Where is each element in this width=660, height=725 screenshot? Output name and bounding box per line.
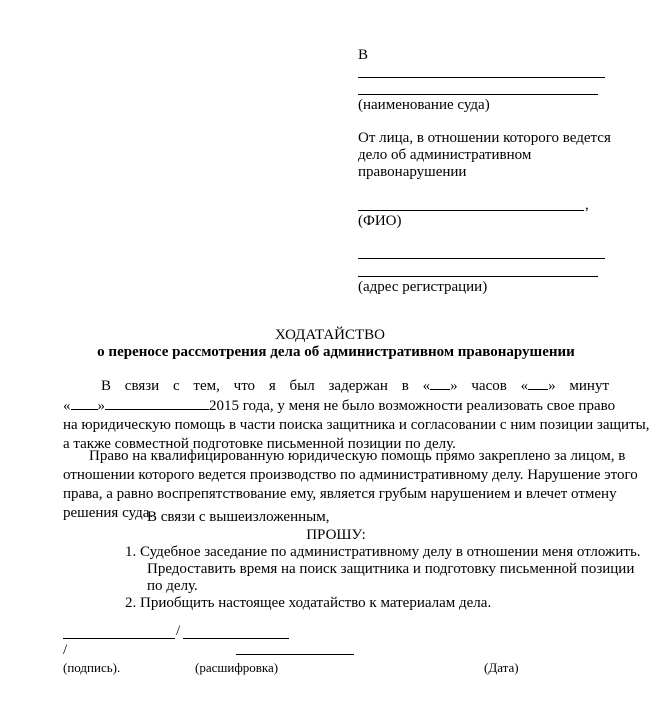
address-line-2 bbox=[358, 276, 598, 277]
signature-line bbox=[63, 638, 175, 639]
address-label: (адрес регистрации) bbox=[358, 279, 488, 295]
court-line-1 bbox=[358, 77, 605, 78]
paragraph-3: В связи с вышеизложенным, bbox=[147, 509, 330, 525]
date-line bbox=[236, 654, 354, 655]
paragraph-1 bbox=[63, 376, 650, 454]
decode-label: (расшифровка) bbox=[195, 660, 279, 675]
court-line-2 bbox=[358, 94, 598, 95]
fio-comma: , bbox=[585, 197, 589, 213]
request-item-1-line-2: Предоставить время на поиск защитника и подготовку письменной позиции bbox=[147, 561, 635, 577]
from-line-2: дело об административном bbox=[358, 147, 532, 163]
signature-slash-1: / bbox=[176, 623, 181, 639]
from-line-1: От лица, в отношении которого ведется bbox=[358, 130, 611, 146]
address-line-1 bbox=[358, 258, 605, 259]
request-item-2: 2. Приобщить настоящее ходатайство к материалам дела. bbox=[125, 595, 492, 611]
document-subtitle: о переносе рассмотрения дела об административном правонарушении bbox=[97, 344, 575, 360]
paragraph-1-line-2: « » 2015 года, у меня не было возможности реализовать свое право bbox=[63, 398, 616, 414]
paragraph-2-line-2: отношении которого ведется производство по административному делу. Нарушение этого bbox=[63, 467, 638, 483]
paragraph-2-line-3: права, а равно воспрепятствование ему, является грубым нарушением и влечет отмену bbox=[63, 486, 617, 502]
request-heading: ПРОШУ: bbox=[306, 527, 366, 543]
paragraph-2-line-1: Право на квалифицированную юридическую помощь прямо закреплено за лицом, в bbox=[89, 448, 626, 464]
paragraph-2-line-4: решения суда. bbox=[63, 505, 154, 521]
fio-line bbox=[358, 210, 584, 211]
to-prefix: В bbox=[358, 47, 369, 63]
request-item-1-line-1: 1. Судебное заседание по административному делу в отношении меня отложить. bbox=[125, 544, 641, 560]
paragraph-1-line-3: на юридическую помощь в части поиска защитника и согласовании с ним позиции защиты, bbox=[63, 417, 650, 433]
decode-line bbox=[183, 638, 289, 639]
date-label: (Дата) bbox=[484, 660, 519, 675]
court-label: (наименование суда) bbox=[358, 97, 490, 113]
document-title: ХОДАТАЙСТВО bbox=[275, 327, 385, 343]
signature-slash-2: / bbox=[63, 642, 68, 658]
fio-label: (ФИО) bbox=[358, 213, 402, 229]
request-item-1-line-3: по делу. bbox=[147, 578, 198, 594]
paragraph-1-line-1: В связи с тем, что я был задержан в « » часов « » минут bbox=[101, 378, 609, 394]
from-line-3: правонарушении bbox=[358, 164, 467, 180]
paragraph-2 bbox=[63, 447, 638, 523]
paragraph-1-line-4: а также совместной подготовке письменной позиции по делу. bbox=[63, 436, 456, 452]
signature-label: (подпись). bbox=[63, 660, 121, 675]
